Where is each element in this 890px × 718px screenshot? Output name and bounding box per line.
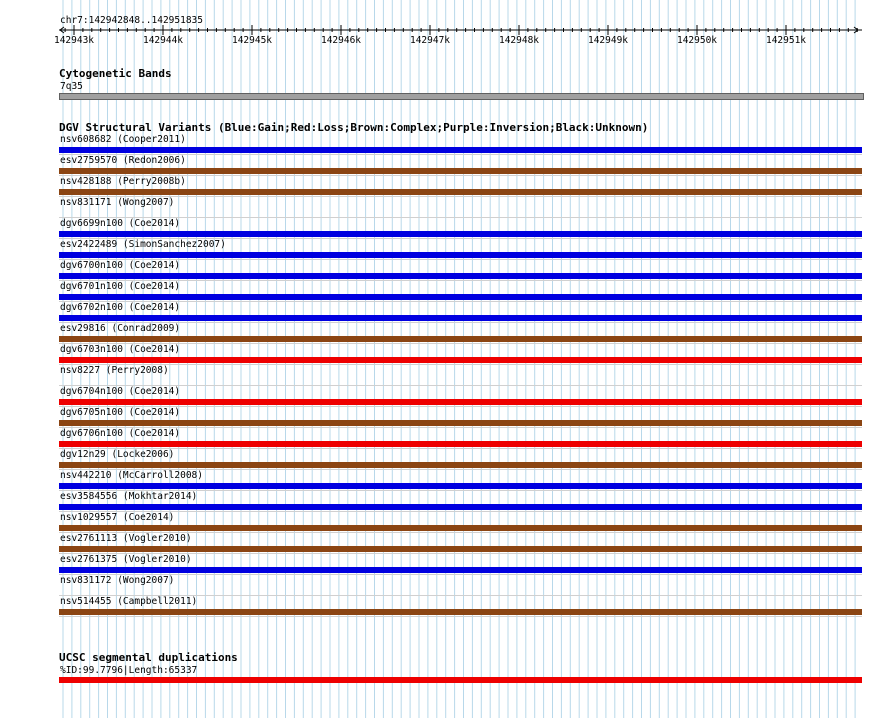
dgv-feature-bar[interactable] <box>59 504 862 510</box>
dgv-feature-label[interactable]: nsv442210 (McCarroll2008) <box>60 470 203 481</box>
dgv-feature-label[interactable]: dgv6702n100 (Coe2014) <box>60 302 181 313</box>
cytoband-label: 7q35 <box>60 81 83 92</box>
dgv-feature-bar[interactable] <box>59 525 862 531</box>
dgv-feature-bar[interactable] <box>59 420 862 426</box>
dgv-feature-bar[interactable] <box>59 483 862 489</box>
dgv-feature-label[interactable]: nsv428188 (Perry2008b) <box>60 176 186 187</box>
dgv-feature-label[interactable]: esv2761113 (Vogler2010) <box>60 533 192 544</box>
ruler-tick-label: 142946k <box>320 35 362 46</box>
dgv-feature-bar[interactable] <box>59 609 862 615</box>
ruler-tick-label: 142951k <box>765 35 807 46</box>
dgv-feature-bar[interactable] <box>59 231 862 237</box>
dgv-feature-bar[interactable] <box>59 567 862 573</box>
dgv-feature-label[interactable]: esv2759570 (Redon2006) <box>60 155 186 166</box>
dgv-feature-bar[interactable] <box>59 462 862 468</box>
dgv-row-separator <box>59 364 862 365</box>
segdup-track-title: UCSC segmental duplications <box>59 651 238 664</box>
dgv-feature-bar[interactable] <box>59 546 862 552</box>
segdup-feature-label: %ID:99.7796|Length:65337 <box>60 665 198 676</box>
dgv-feature-label[interactable]: esv3584556 (Mokhtar2014) <box>60 491 198 502</box>
dgv-row-separator <box>59 574 862 575</box>
ruler-tick-label: 142950k <box>676 35 718 46</box>
dgv-feature-bar[interactable] <box>59 315 862 321</box>
dgv-feature-label[interactable]: esv2422489 (SimonSanchez2007) <box>60 239 226 250</box>
dgv-feature-label[interactable]: dgv6699n100 (Coe2014) <box>60 218 181 229</box>
dgv-feature-bar[interactable] <box>59 252 862 258</box>
dgv-track-title: DGV Structural Variants (Blue:Gain;Red:Loss;Brown:Complex;Purple:Inversion;Black:Unknown) <box>59 121 649 134</box>
dgv-feature-label[interactable]: nsv1029557 (Coe2014) <box>60 512 175 523</box>
ruler-tick-label: 142943k <box>53 35 95 46</box>
segdup-feature-bar[interactable] <box>59 677 862 683</box>
dgv-row-separator <box>59 511 862 512</box>
dgv-feature-bar[interactable] <box>59 189 862 195</box>
dgv-feature-bar[interactable] <box>59 147 862 153</box>
dgv-row-separator <box>59 616 862 617</box>
ruler-tick-label: 142945k <box>231 35 273 46</box>
dgv-feature-label[interactable]: dgv6706n100 (Coe2014) <box>60 428 181 439</box>
cytoband-track-title: Cytogenetic Bands <box>59 67 172 80</box>
dgv-feature-label[interactable]: dgv6700n100 (Coe2014) <box>60 260 181 271</box>
dgv-feature-label[interactable]: dgv6704n100 (Coe2014) <box>60 386 181 397</box>
dgv-feature-bar[interactable] <box>59 294 862 300</box>
dgv-feature-label[interactable]: esv29816 (Conrad2009) <box>60 323 181 334</box>
dgv-feature-bar[interactable] <box>59 399 862 405</box>
ruler-tick-label: 142948k <box>498 35 540 46</box>
dgv-feature-label[interactable]: dgv6703n100 (Coe2014) <box>60 344 181 355</box>
ruler-tick-label: 142949k <box>587 35 629 46</box>
dgv-feature-bar[interactable] <box>59 357 862 363</box>
ruler-tick-label: 142947k <box>409 35 451 46</box>
dgv-feature-label[interactable]: nsv514455 (Campbell2011) <box>60 596 198 607</box>
dgv-feature-bar[interactable] <box>59 336 862 342</box>
dgv-feature-label[interactable]: nsv608682 (Cooper2011) <box>60 134 186 145</box>
dgv-row-separator <box>59 196 862 197</box>
cytoband-bar[interactable] <box>59 93 864 100</box>
dgv-row-separator <box>59 448 862 449</box>
dgv-feature-label[interactable]: nsv831171 (Wong2007) <box>60 197 175 208</box>
dgv-feature-bar[interactable] <box>59 168 862 174</box>
ruler-tick-label: 142944k <box>142 35 184 46</box>
dgv-feature-label[interactable]: dgv6701n100 (Coe2014) <box>60 281 181 292</box>
dgv-feature-label[interactable]: dgv12n29 (Locke2006) <box>60 449 175 460</box>
ruler-position-label: chr7:142942848..142951835 <box>60 15 203 26</box>
dgv-feature-label[interactable]: dgv6705n100 (Coe2014) <box>60 407 181 418</box>
dgv-feature-label[interactable]: esv2761375 (Vogler2010) <box>60 554 192 565</box>
dgv-feature-label[interactable]: nsv8227 (Perry2008) <box>60 365 169 376</box>
dgv-feature-label[interactable]: nsv831172 (Wong2007) <box>60 575 175 586</box>
dgv-feature-bar[interactable] <box>59 273 862 279</box>
dgv-feature-bar[interactable] <box>59 441 862 447</box>
